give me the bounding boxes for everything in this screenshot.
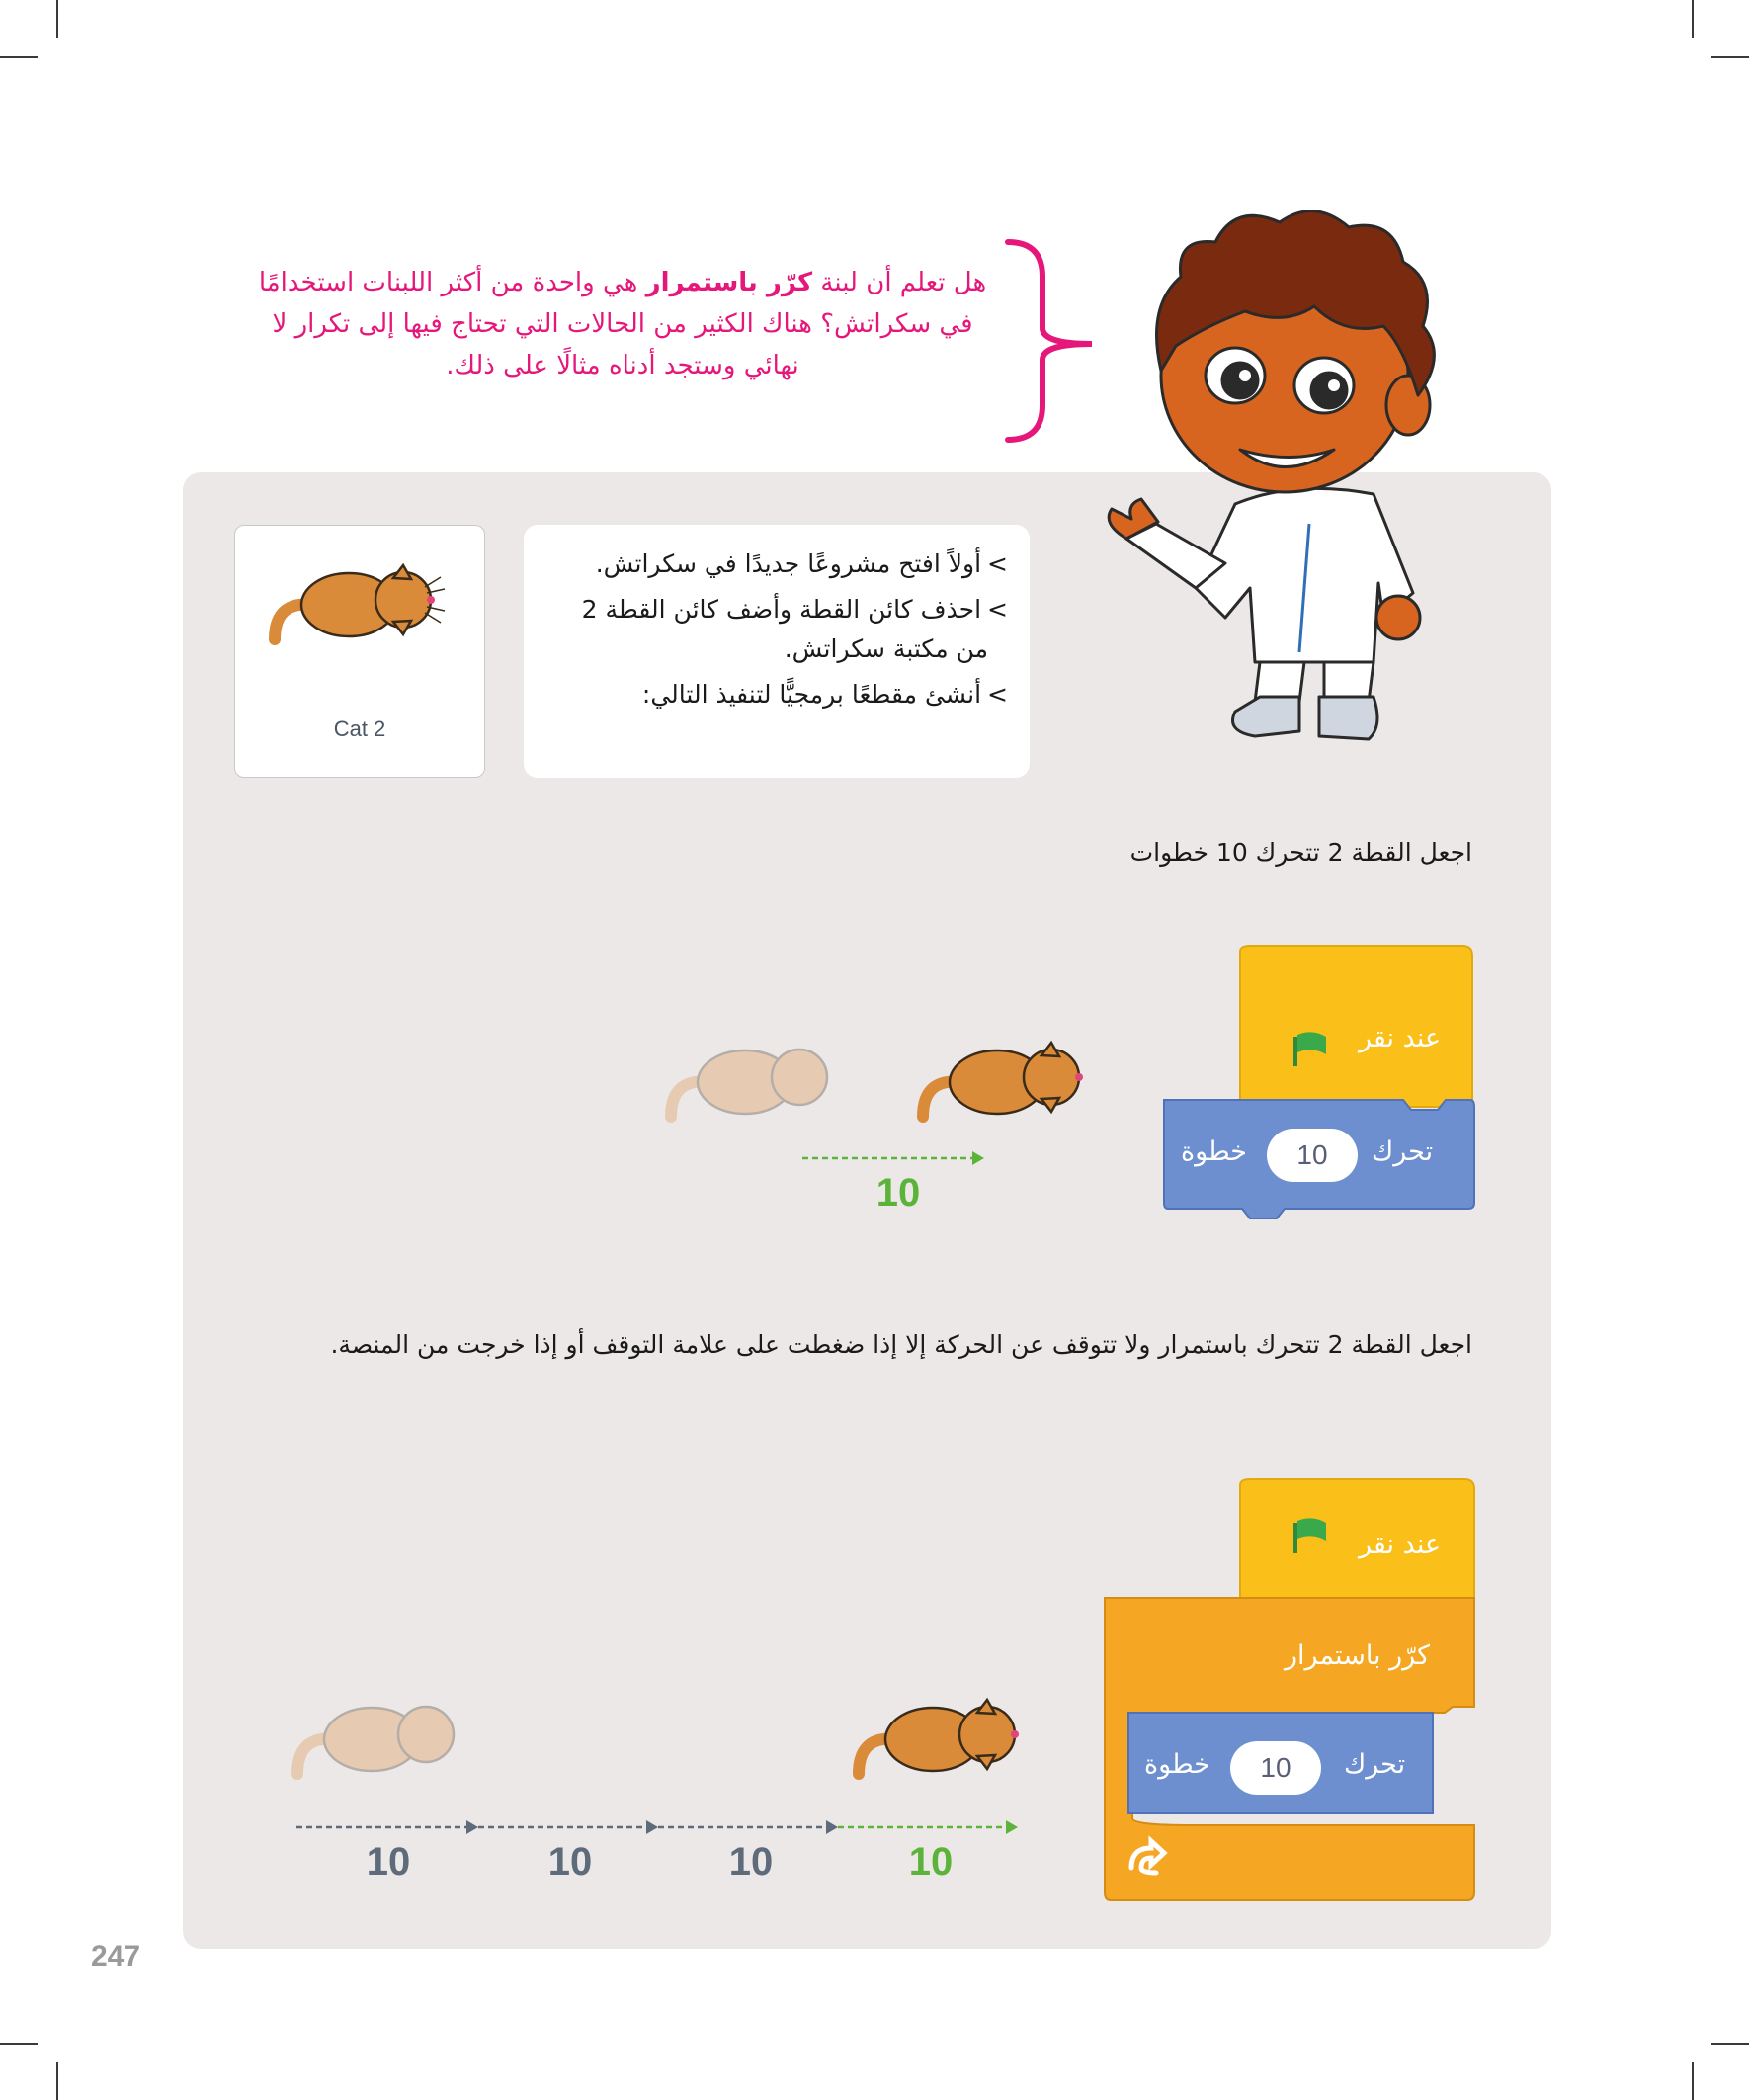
crop-mark xyxy=(1692,0,1694,38)
bullet-marker: > xyxy=(987,680,1008,709)
move-block-label: تحرك xyxy=(1372,1136,1434,1167)
task-1-text: اجعل القطة 2 تتحرك 10 خطوات xyxy=(1129,838,1472,867)
instructions-box xyxy=(524,525,1030,778)
crop-mark xyxy=(56,2062,58,2100)
hat-block-label: عند نقر xyxy=(1359,1023,1442,1053)
crop-mark xyxy=(56,0,58,38)
task-2-text: اجعل القطة 2 تتحرك باستمرار ولا تتوقف عن الحركة إلا إذا ضغطت على علامة التوقف أو إذا خرجت من المنصة. xyxy=(330,1330,1472,1359)
distance-label: 10 xyxy=(366,1840,411,1884)
distance-arrows xyxy=(294,1817,1026,1837)
callout-highlight: كرّر باستمرار xyxy=(645,268,813,297)
cat2-sprite-icon xyxy=(255,546,464,669)
crop-mark xyxy=(0,2043,38,2045)
instruction-step: >أنشئ مقطعًا برمجيًّا لتنفيذ التالي: xyxy=(641,680,1008,709)
distance-arrow xyxy=(800,1148,988,1168)
instructions-list xyxy=(524,525,1030,714)
steps-input[interactable]: 10 xyxy=(1267,1129,1358,1182)
callout-text xyxy=(247,262,998,386)
callout-text-before: هل تعلم أن لبنة xyxy=(812,268,987,297)
crop-mark xyxy=(1711,56,1749,58)
callout-text-after: هي واحدة من أكثر اللبنات استخدامًا في سكراتش؟ هناك الكثير من الحالات التي تحتاج فيها إلى تكرار لا نهائي وستجد أدناه مثالًا على ذلك. xyxy=(258,268,973,380)
crop-mark xyxy=(1692,2062,1694,2100)
sprite-name: Cat 2 xyxy=(333,716,386,741)
distance-label: 10 xyxy=(728,1840,774,1884)
sprite-card[interactable] xyxy=(234,525,485,778)
crop-mark xyxy=(1711,2043,1749,2045)
steps-label: خطوة xyxy=(1181,1136,1247,1167)
cat-faded-start-illustration xyxy=(632,1023,879,1146)
crop-mark xyxy=(0,56,38,58)
instruction-step: >أولاً افتح مشروعًا جديدًا في سكراتش. xyxy=(595,549,1008,578)
steps-label: خطوة xyxy=(1144,1749,1210,1780)
cat-moved-illustration xyxy=(820,1680,1067,1804)
distance-label: 10 xyxy=(908,1840,954,1884)
steps-input[interactable]: 10 xyxy=(1230,1741,1321,1795)
distance-label: 10 xyxy=(875,1171,921,1215)
page-number: 247 xyxy=(91,1940,141,1973)
cat-faded-start-illustration xyxy=(259,1680,506,1804)
boy-mascot-illustration xyxy=(1087,198,1502,751)
distance-label: 10 xyxy=(547,1840,593,1884)
cat-moved-illustration xyxy=(884,1023,1131,1146)
instruction-step: >احذف كائن القطة وأضف كائن القطة 2 من مكتبة سكراتش. xyxy=(581,595,1008,663)
bullet-marker: > xyxy=(987,595,1008,624)
hat-block-label: عند نقر xyxy=(1359,1529,1442,1559)
bullet-marker: > xyxy=(987,549,1008,578)
forever-block-label: كرّر باستمرار xyxy=(1285,1640,1430,1671)
move-block-label: تحرك xyxy=(1344,1749,1406,1780)
script-1-blocks xyxy=(1156,944,1482,1230)
